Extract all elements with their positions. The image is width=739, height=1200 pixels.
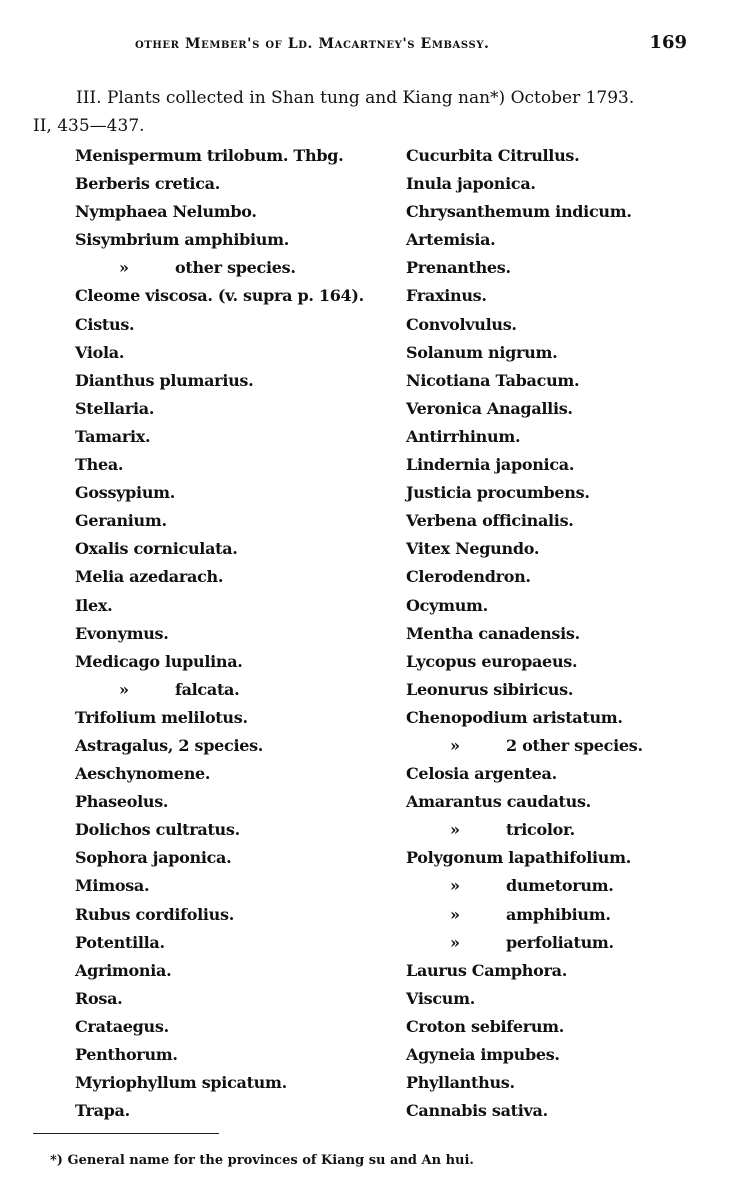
plant-name: Trifolium melilotus. [75, 707, 248, 727]
plant-entry [75, 254, 395, 282]
plant-entry [406, 367, 706, 395]
plant-name: Chenopodium aristatum. [406, 707, 623, 727]
plant-name: Viola. [75, 342, 125, 362]
plant-entry [406, 788, 706, 816]
plant-name: other species. [175, 258, 296, 278]
plant-name: Phyllanthus. [406, 1073, 515, 1093]
plant-entry [406, 957, 706, 985]
plant-entry [75, 620, 395, 648]
plant-entry [75, 648, 395, 676]
plant-entry [406, 563, 706, 591]
plant-name: Phaseolus. [75, 792, 169, 812]
plant-name: Rubus cordifolius. [75, 904, 234, 924]
plant-entry [406, 1013, 706, 1041]
plant-entry [75, 282, 395, 310]
plant-name: Lindernia japonica. [406, 455, 575, 475]
plant-name: Agyneia impubes. [406, 1045, 560, 1064]
plant-entry [406, 760, 706, 788]
plant-name: Mimosa. [75, 876, 150, 896]
plant-entry [406, 676, 706, 704]
plant-name: Antirrhinum. [406, 426, 521, 446]
plant-entry [406, 620, 706, 648]
ditto-mark: » [450, 904, 460, 924]
plant-name: Nymphaea Nelumbo. [75, 202, 257, 222]
ditto-mark: » [119, 258, 129, 278]
plant-entry [75, 198, 395, 226]
plant-name: Geranium. [75, 511, 167, 531]
plant-name: Aeschynomene. [75, 764, 211, 784]
plant-entry [75, 816, 395, 844]
plant-name: Solanum nigrum. [406, 342, 558, 362]
plant-entry [406, 226, 706, 254]
plant-entry [75, 451, 395, 479]
plant-entry [406, 844, 706, 872]
plant-name: Trapa. [75, 1101, 130, 1121]
plant-entry [75, 760, 395, 788]
plant-entry [406, 170, 706, 198]
plant-name: Veronica Anagallis. [406, 398, 573, 418]
plant-name: Leonurus sibiricus. [406, 679, 574, 699]
volume-reference: II, 435—437. [33, 116, 145, 136]
plant-name: tricolor. [506, 820, 575, 840]
plant-entry [406, 929, 706, 957]
plant-name: Clerodendron. [406, 567, 531, 587]
plant-name: dumetorum. [506, 876, 614, 896]
plant-entry [406, 142, 706, 170]
plant-entry [75, 170, 395, 198]
plant-entry [75, 704, 395, 732]
plant-list-left-column [75, 142, 395, 1125]
plant-entry [75, 1097, 395, 1125]
plant-name: Cleome viscosa. (v. supra p. 164). [75, 286, 364, 306]
plant-entry [406, 648, 706, 676]
plant-name: Evonymus. [75, 623, 169, 643]
plant-entry [75, 1013, 395, 1041]
plant-entry [406, 872, 706, 900]
plant-name: Convolvulus. [406, 314, 517, 334]
plant-entry [406, 1069, 706, 1097]
plant-entry [406, 1097, 706, 1125]
plant-name: Cannabis sativa. [406, 1101, 548, 1121]
plant-entry [75, 535, 395, 563]
plant-name: Melia azedarach. [75, 567, 224, 587]
plant-entry [75, 929, 395, 957]
page-number: 169 [649, 32, 687, 53]
ditto-mark: » [119, 679, 129, 699]
plant-entry [406, 985, 706, 1013]
plant-name: Polygonum lapathifolium. [406, 848, 632, 868]
plant-entry [75, 872, 395, 900]
plant-entry [406, 395, 706, 423]
section-heading: III. Plants collected in Shan tung and Kiang nan*) October 1793. [76, 88, 635, 108]
plant-entry [75, 1069, 395, 1097]
plant-name: amphibium. [506, 904, 611, 924]
running-head: other Member's of Ld. Macartney's Embassy. [135, 36, 490, 52]
plant-entry [75, 788, 395, 816]
plant-entry [75, 395, 395, 423]
plant-name: Gossypium. [75, 483, 176, 503]
plant-name: Myriophyllum spicatum. [75, 1073, 287, 1093]
plant-name: Potentilla. [75, 932, 165, 952]
plant-name: Laurus Camphora. [406, 960, 567, 980]
plant-name: Stellaria. [75, 398, 155, 418]
plant-name: Dolichos cultratus. [75, 820, 240, 840]
plant-entry [75, 507, 395, 535]
plant-name: Astragalus, 2 species. [75, 735, 264, 755]
plant-name: Viscum. [406, 988, 475, 1008]
plant-name: Ocymum. [406, 595, 488, 615]
plant-name: Ilex. [75, 595, 113, 615]
plant-name: Amarantus caudatus. [406, 792, 591, 812]
plant-name: Justicia procumbens. [406, 483, 590, 503]
plant-name: falcata. [175, 679, 240, 699]
plant-entry [75, 676, 395, 704]
plant-name: Artemisia. [406, 230, 496, 250]
ditto-mark: » [450, 932, 460, 952]
plant-entry [406, 704, 706, 732]
plant-entry [75, 592, 395, 620]
plant-name: Crataegus. [75, 1016, 169, 1036]
plant-entry [406, 816, 706, 844]
plant-name: Vitex Negundo. [406, 539, 540, 559]
plant-entry [75, 226, 395, 254]
plant-name: Dianthus plumarius. [75, 370, 254, 390]
plant-name: Oxalis corniculata. [75, 539, 238, 559]
plant-entry [75, 732, 395, 760]
plant-entry [75, 844, 395, 872]
plant-name: Verbena officinalis. [406, 511, 574, 531]
plant-entry [406, 901, 706, 929]
plant-entry [75, 339, 395, 367]
plant-name: Penthorum. [75, 1045, 178, 1064]
plant-entry [406, 507, 706, 535]
plant-name: Inula japonica. [406, 174, 536, 194]
footnote: *) General name for the provinces of Kiang su and An hui. [50, 1153, 474, 1168]
plant-entry [75, 1041, 395, 1069]
plant-name: Celosia argentea. [406, 764, 557, 784]
plant-entry [75, 563, 395, 591]
plant-name: Fraxinus. [406, 286, 487, 306]
plant-entry [406, 423, 706, 451]
plant-name: Agrimonia. [75, 960, 172, 980]
plant-entry [75, 142, 395, 170]
plant-name: 2 other species. [506, 735, 643, 755]
plant-name: Lycopus europaeus. [406, 651, 578, 671]
plant-entry [406, 592, 706, 620]
plant-entry [406, 254, 706, 282]
plant-name: Nicotiana Tabacum. [406, 370, 580, 390]
ditto-mark: » [450, 876, 460, 896]
plant-entry [406, 535, 706, 563]
plant-entry [75, 985, 395, 1013]
plant-entry [406, 198, 706, 226]
footnote-rule [33, 1133, 219, 1134]
plant-name: Croton sebiferum. [406, 1016, 565, 1036]
plant-name: Chrysanthemum indicum. [406, 202, 632, 222]
plant-name: Sisymbrium amphibium. [75, 230, 289, 250]
plant-name: Berberis cretica. [75, 174, 220, 194]
plant-entry [75, 423, 395, 451]
plant-entry [75, 367, 395, 395]
plant-entry [75, 901, 395, 929]
plant-entry [406, 282, 706, 310]
plant-entry [406, 451, 706, 479]
plant-name: Menispermum trilobum. Thbg. [75, 146, 344, 165]
plant-name: Medicago lupulina. [75, 651, 243, 671]
ditto-mark: » [450, 820, 460, 840]
plant-entry [406, 1041, 706, 1069]
plant-list-right-column [406, 142, 706, 1125]
plant-entry [406, 339, 706, 367]
plant-name: perfoliatum. [506, 932, 614, 952]
plant-entry [406, 311, 706, 339]
plant-name: Prenanthes. [406, 258, 511, 278]
plant-entry [406, 732, 706, 760]
plant-entry [406, 479, 706, 507]
plant-name: Tamarix. [75, 426, 151, 446]
plant-entry [75, 311, 395, 339]
plant-entry [75, 479, 395, 507]
ditto-mark: » [450, 735, 460, 755]
plant-name: Thea. [75, 455, 124, 475]
plant-name: Cistus. [75, 314, 135, 334]
plant-name: Sophora japonica. [75, 848, 232, 868]
plant-name: Rosa. [75, 988, 123, 1008]
plant-name: Mentha canadensis. [406, 623, 580, 643]
plant-entry [75, 957, 395, 985]
plant-name: Cucurbita Citrullus. [406, 146, 580, 165]
